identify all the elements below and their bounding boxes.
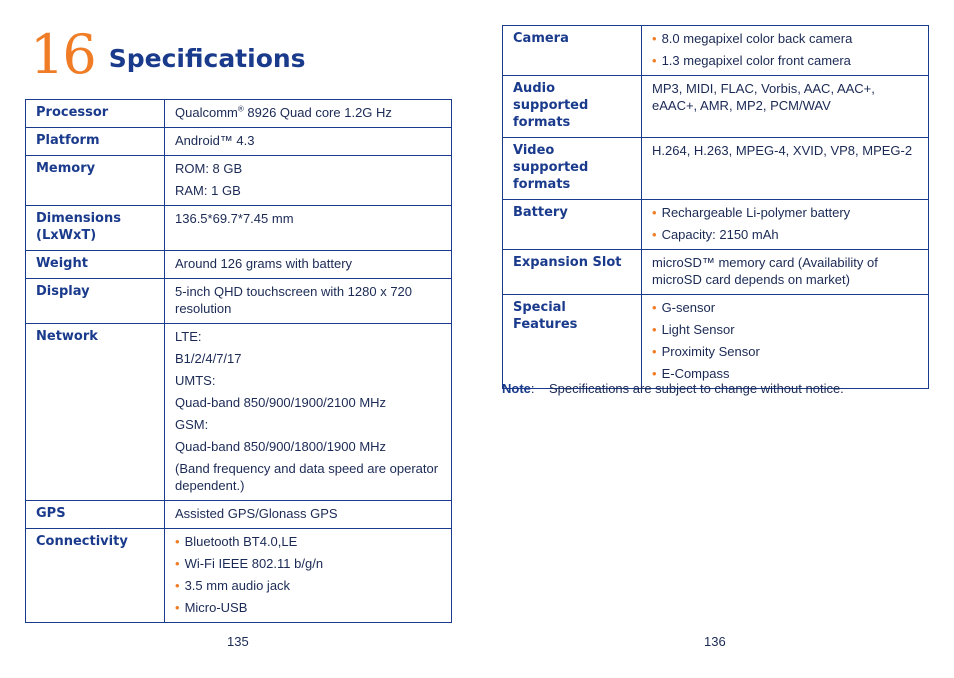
spec-value <box>165 128 452 156</box>
spec-text: Micro-USB <box>184 600 248 615</box>
spec-text: Capacity: 2150 mAh <box>661 227 779 242</box>
spec-label: Network <box>26 324 165 501</box>
spec-value <box>642 200 929 250</box>
spec-bullet-item <box>175 577 441 594</box>
note: Note: Specifications are subject to change without notice. <box>502 381 844 396</box>
spec-text: Light Sensor <box>661 322 735 337</box>
specs-table-left <box>25 99 452 623</box>
spec-text: Quad-band 850/900/1800/1900 MHz <box>175 439 387 454</box>
spec-row <box>503 76 929 138</box>
spec-value <box>642 26 929 76</box>
spec-label: GPS <box>26 501 165 529</box>
page-number-right: 136 <box>704 634 726 649</box>
spec-value <box>165 251 452 279</box>
spec-text: microSD™ memory card (Availability of microSD card depends on market) <box>652 255 878 287</box>
spec-value-line <box>652 80 918 114</box>
spec-text: Bluetooth BT4.0,LE <box>184 534 298 549</box>
spec-row <box>503 138 929 200</box>
note-text: Specifications are subject to change without notice. <box>548 381 844 396</box>
spec-value-line <box>175 505 441 522</box>
spec-label: Battery <box>503 200 642 250</box>
spec-text: G-sensor <box>661 300 716 315</box>
spec-bullet-item <box>175 599 441 616</box>
chapter-heading <box>30 23 306 86</box>
spec-text: 5-inch QHD touchscreen with 1280 x 720 resolution <box>175 284 413 316</box>
spec-value-line <box>652 142 918 159</box>
spec-text: 8.0 megapixel color back camera <box>661 31 853 46</box>
spec-label: Expansion Slot <box>503 250 642 295</box>
registered-mark: ® <box>237 104 244 114</box>
spec-value <box>165 279 452 324</box>
spec-text: RAM: 1 GB <box>175 183 241 198</box>
spec-text: Quad-band 850/900/1900/2100 MHz <box>175 395 387 410</box>
specs-table-right <box>502 25 929 389</box>
spec-text: ROM: 8 GB <box>175 161 243 176</box>
spec-value-line <box>175 328 441 345</box>
spec-text: 136.5*69.7*7.45 mm <box>175 211 294 226</box>
spec-text: UMTS: <box>175 373 216 388</box>
spec-row <box>503 295 929 389</box>
chapter-title: Specifications <box>108 43 306 73</box>
spec-value <box>165 529 452 623</box>
spec-label: Processor <box>26 100 165 128</box>
spec-value-line <box>175 132 441 149</box>
spec-label: Display <box>26 279 165 324</box>
spec-row <box>26 156 452 206</box>
spec-value-line <box>175 460 441 494</box>
spec-row <box>503 26 929 76</box>
spec-label: Connectivity <box>26 529 165 623</box>
spec-value-line <box>175 160 441 177</box>
spec-bullet-item <box>652 365 918 382</box>
spec-bullet-item <box>652 343 918 360</box>
spec-value <box>165 501 452 529</box>
spec-value-line <box>175 255 441 272</box>
spec-text: MP3, MIDI, FLAC, Vorbis, AAC, AAC+, eAAC+, AMR, MP2, PCM/WAV <box>652 81 875 113</box>
spec-row <box>26 501 452 529</box>
spec-value-line <box>175 104 441 121</box>
note-label: Note <box>502 381 531 396</box>
spec-value-line <box>175 416 441 433</box>
spec-value <box>165 324 452 501</box>
spec-text: Qualcomm <box>175 105 238 120</box>
spec-label: Memory <box>26 156 165 206</box>
spec-bullet-item <box>175 555 441 572</box>
spec-row <box>503 200 929 250</box>
spec-value-line <box>175 182 441 199</box>
spec-bullet-item <box>652 321 918 338</box>
spec-label: Dimensions (LxWxT) <box>26 206 165 251</box>
spec-text: Around 126 grams with battery <box>175 256 353 271</box>
spec-text: 3.5 mm audio jack <box>184 578 291 593</box>
spec-row <box>26 279 452 324</box>
spec-bullet-item <box>652 226 918 243</box>
spec-value <box>642 295 929 389</box>
spec-value <box>165 206 452 251</box>
spec-text: 8926 Quad core 1.2G Hz <box>243 105 392 120</box>
spec-value <box>642 76 929 138</box>
spec-label: Camera <box>503 26 642 76</box>
spec-text: H.264, H.263, MPEG-4, XVID, VP8, MPEG-2 <box>652 143 913 158</box>
spec-text: Assisted GPS/Glonass GPS <box>175 506 338 521</box>
spec-label: Audio supported formats <box>503 76 642 138</box>
spec-text: GSM: <box>175 417 209 432</box>
spec-value <box>642 250 929 295</box>
spec-bullet-item <box>652 204 918 221</box>
spec-text: Android™ 4.3 <box>175 133 255 148</box>
page-number-left: 135 <box>227 634 249 649</box>
spec-row <box>503 250 929 295</box>
spec-row <box>26 206 452 251</box>
spec-value-line <box>175 350 441 367</box>
spec-label: Special Features <box>503 295 642 389</box>
spec-bullet-item <box>175 533 441 550</box>
spec-row <box>26 251 452 279</box>
spec-value-line <box>652 254 918 288</box>
spec-row <box>26 529 452 623</box>
spec-text: Proximity Sensor <box>661 344 760 359</box>
spec-value-line <box>175 283 441 317</box>
spec-value-line <box>175 438 441 455</box>
spec-row <box>26 324 452 501</box>
spec-value-line <box>175 394 441 411</box>
spec-text: Wi-Fi IEEE 802.11 b/g/n <box>184 556 324 571</box>
spec-label: Weight <box>26 251 165 279</box>
spec-bullet-item <box>652 52 918 69</box>
spec-value <box>165 100 452 128</box>
spec-row <box>26 128 452 156</box>
chapter-number: 16 <box>30 23 95 86</box>
spec-text: E-Compass <box>661 366 730 381</box>
spec-text: Rechargeable Li-polymer battery <box>661 205 851 220</box>
spec-text: LTE: <box>175 329 202 344</box>
spec-text: (Band frequency and data speed are operator dependent.) <box>175 461 439 493</box>
spec-text: 1.3 megapixel color front camera <box>661 53 851 68</box>
spec-value <box>165 156 452 206</box>
spec-label: Platform <box>26 128 165 156</box>
spec-text: B1/2/4/7/17 <box>175 351 242 366</box>
spec-label: Video supported formats <box>503 138 642 200</box>
spec-bullet-item <box>652 299 918 316</box>
spec-value-line <box>175 210 441 227</box>
spec-value <box>642 138 929 200</box>
spec-value-line <box>175 372 441 389</box>
spec-bullet-item <box>652 30 918 47</box>
spec-row <box>26 100 452 128</box>
